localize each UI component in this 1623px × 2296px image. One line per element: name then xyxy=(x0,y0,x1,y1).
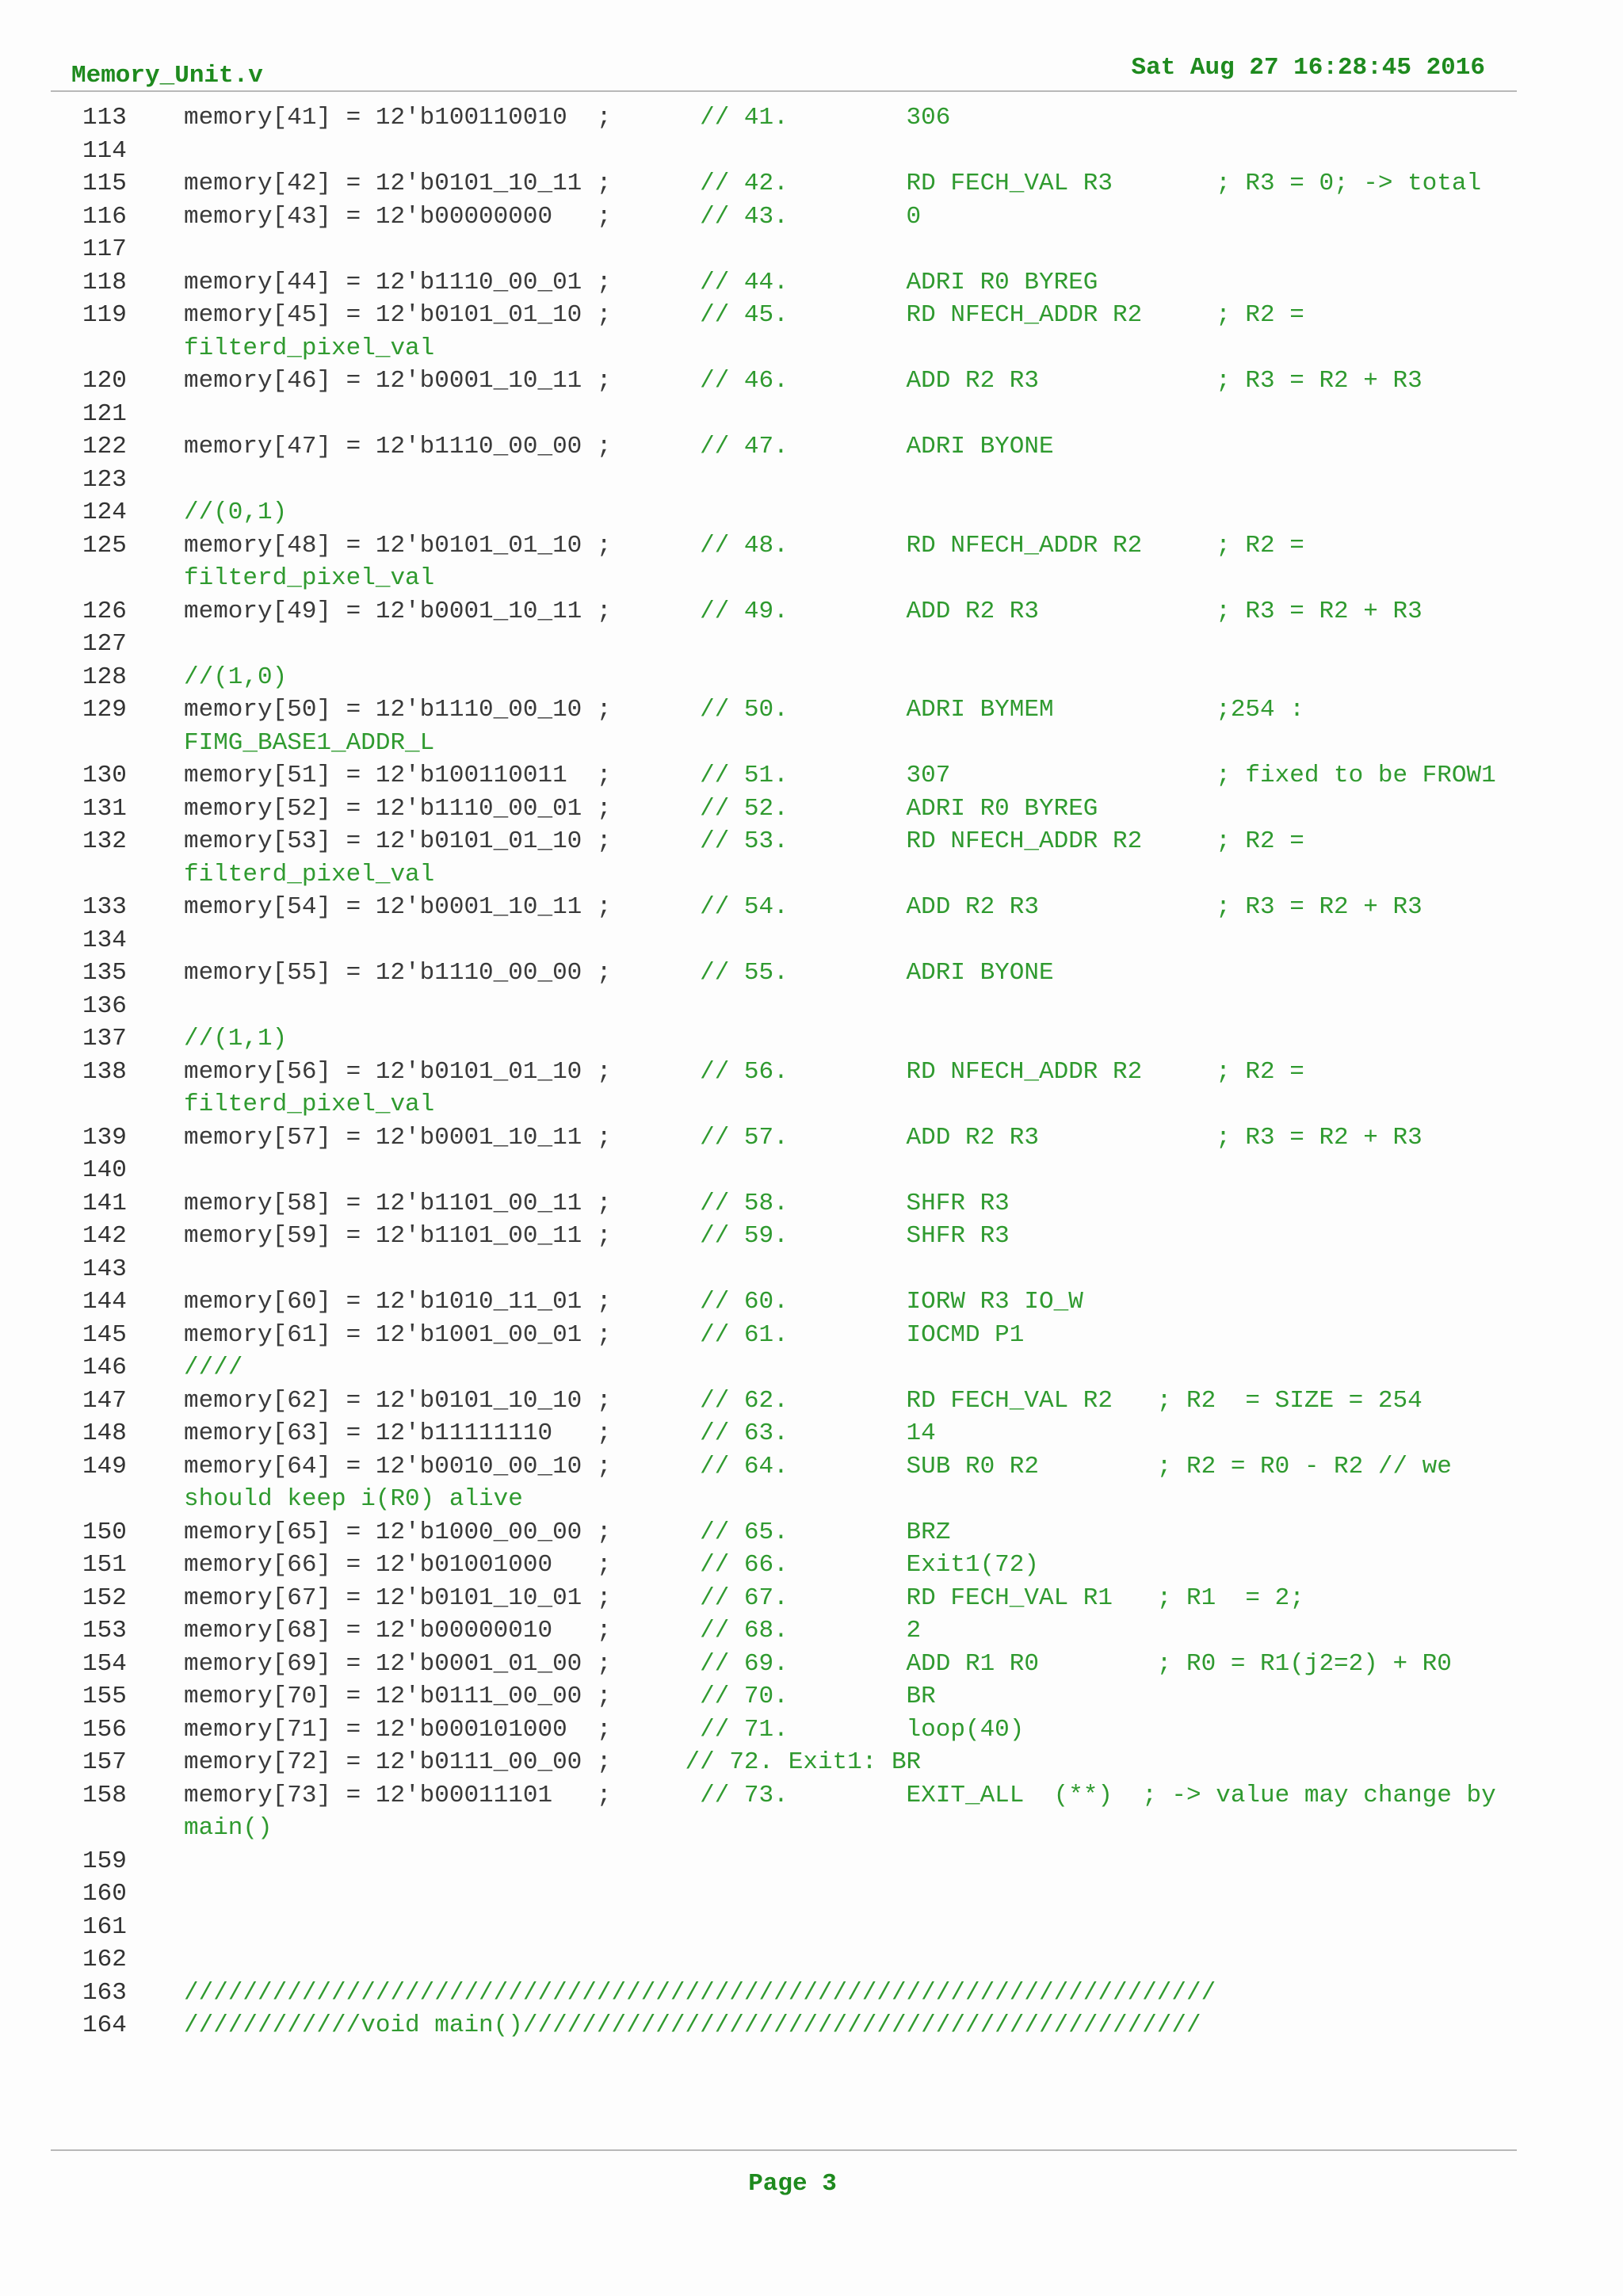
line-number: 152 xyxy=(82,1584,127,1612)
footer-divider xyxy=(51,2149,1517,2151)
line-number: 135 xyxy=(82,959,127,987)
line-number: 147 xyxy=(82,1386,127,1415)
line-text xyxy=(184,2009,1555,2042)
code-comment: //(0,1) xyxy=(184,499,288,526)
code-line xyxy=(51,398,1556,431)
line-number: 145 xyxy=(82,1320,127,1349)
code-statement: memory[49] = 12'b0001_10_11 ; xyxy=(184,597,612,625)
line-number: 159 xyxy=(82,1847,127,1875)
line-text xyxy=(184,266,1555,300)
line-number: 161 xyxy=(82,1912,127,1941)
code-statement: memory[63] = 12'b11111110 ; xyxy=(184,1419,612,1447)
code-line xyxy=(51,529,1556,595)
code-comment: // 48. RD NFECH_ADDR R2 ; R2 = filterd_pixel_val xyxy=(184,531,1319,592)
line-text xyxy=(184,661,1555,694)
header-divider xyxy=(51,90,1517,92)
line-number: 120 xyxy=(82,367,127,395)
code-statement: memory[65] = 12'b1000_00_00 ; xyxy=(184,1518,612,1546)
line-number: 140 xyxy=(82,1156,127,1184)
code-line xyxy=(51,1286,1556,1319)
code-statement: memory[70] = 12'b0111_00_00 ; xyxy=(184,1683,612,1710)
line-number: 138 xyxy=(82,1057,127,1086)
line-number: 123 xyxy=(82,465,127,494)
line-text xyxy=(184,299,1555,365)
code-comment: // 67. RD FECH_VAL R1 ; R1 = 2; xyxy=(611,1584,1304,1612)
code-line xyxy=(51,1022,1556,1056)
line-number: 141 xyxy=(82,1189,127,1217)
code-line xyxy=(51,1977,1556,2010)
line-number: 119 xyxy=(82,301,127,329)
code-line xyxy=(51,924,1556,957)
line-number: 151 xyxy=(82,1551,127,1579)
code-line xyxy=(51,1121,1556,1155)
page-header xyxy=(51,49,1517,94)
page-number: Page 3 xyxy=(748,2170,837,2198)
code-line xyxy=(51,891,1556,924)
code-line xyxy=(51,1154,1556,1187)
code-statement: memory[44] = 12'b1110_00_01 ; xyxy=(184,268,612,296)
line-number: 137 xyxy=(82,1025,127,1052)
line-text xyxy=(184,365,1555,398)
line-number: 121 xyxy=(82,399,127,428)
code-comment: // 61. IOCMD P1 xyxy=(611,1320,1025,1349)
line-number: 163 xyxy=(82,1978,127,2007)
code-line xyxy=(51,693,1556,759)
code-statement: memory[56] = 12'b0101_01_10 ; xyxy=(184,1057,612,1086)
code-statement: memory[62] = 12'b0101_10_10 ; xyxy=(184,1386,612,1415)
code-line xyxy=(51,1417,1556,1450)
code-comment: // 49. ADD R2 R3 ; R3 = R2 + R3 xyxy=(611,597,1423,625)
line-number: 124 xyxy=(82,499,127,526)
code-comment: // 50. ADRI BYMEM ;254 : FIMG_BASE1_ADDR_L xyxy=(184,696,1319,757)
code-statement: memory[60] = 12'b1010_11_01 ; xyxy=(184,1288,612,1316)
line-text xyxy=(184,1746,1555,1779)
code-line xyxy=(51,1680,1556,1713)
code-statement: memory[41] = 12'b100110010 ; xyxy=(184,104,612,132)
code-statement: memory[52] = 12'b1110_00_01 ; xyxy=(184,794,612,823)
code-line xyxy=(51,793,1556,826)
code-statement: memory[48] = 12'b0101_01_10 ; xyxy=(184,531,612,560)
code-comment: // 41. 306 xyxy=(611,104,951,132)
code-comment: // 42. RD FECH_VAL R3 ; R3 = 0; -> total xyxy=(611,170,1482,197)
line-number: 155 xyxy=(82,1683,127,1710)
code-comment: // 54. ADD R2 R3 ; R3 = R2 + R3 xyxy=(611,893,1423,921)
code-statement: memory[68] = 12'b00000010 ; xyxy=(184,1617,612,1645)
line-number: 143 xyxy=(82,1255,127,1283)
line-number: 149 xyxy=(82,1452,127,1480)
line-number: 127 xyxy=(82,630,127,658)
code-comment: //(1,0) xyxy=(184,663,288,691)
code-statement: memory[50] = 12'b1110_00_10 ; xyxy=(184,696,612,724)
code-comment: ////////////void main()////////////////////////////////////////////// xyxy=(184,2011,1201,2039)
code-line xyxy=(51,1516,1556,1549)
line-text xyxy=(184,1582,1555,1615)
code-comment: // 64. SUB R0 R2 ; R2 = R0 - R2 // we should keep i(R0) alive xyxy=(184,1452,1467,1513)
line-text xyxy=(184,891,1555,924)
line-number: 156 xyxy=(82,1715,127,1744)
code-line xyxy=(51,464,1556,497)
code-line xyxy=(51,1746,1556,1779)
code-comment: // 73. EXIT_ALL (**) ; -> value may change by main() xyxy=(184,1781,1511,1842)
code-statement: memory[73] = 12'b00011101 ; xyxy=(184,1781,612,1809)
code-line xyxy=(51,233,1556,266)
line-text xyxy=(184,1614,1555,1648)
code-statement: memory[45] = 12'b0101_01_10 ; xyxy=(184,301,612,329)
code-comment: // 47. ADRI BYONE xyxy=(611,433,1054,460)
line-number: 128 xyxy=(82,663,127,691)
line-text xyxy=(184,793,1555,826)
print-date: Sat Aug 27 16:28:45 2016 xyxy=(1131,54,1485,82)
line-number: 148 xyxy=(82,1419,127,1447)
line-text xyxy=(184,101,1555,135)
line-text xyxy=(184,1220,1555,1253)
code-comment: // 60. IORW R3 IO_W xyxy=(611,1288,1083,1316)
line-text xyxy=(184,201,1555,234)
line-text xyxy=(184,1648,1555,1681)
code-line xyxy=(51,1385,1556,1418)
code-comment: // 56. RD NFECH_ADDR R2 ; R2 = filterd_pixel_val xyxy=(184,1057,1319,1118)
line-number: 158 xyxy=(82,1781,127,1809)
code-comment: // 55. ADRI BYONE xyxy=(611,959,1054,987)
code-statement: memory[66] = 12'b01001000 ; xyxy=(184,1551,612,1579)
code-line xyxy=(51,661,1556,694)
line-text xyxy=(184,1319,1555,1352)
code-comment: // 46. ADD R2 R3 ; R3 = R2 + R3 xyxy=(611,367,1423,395)
line-number: 114 xyxy=(82,136,127,165)
code-statement: memory[64] = 12'b0010_00_10 ; xyxy=(184,1452,612,1480)
line-text xyxy=(184,1417,1555,1450)
code-line xyxy=(51,1713,1556,1747)
code-statement: memory[47] = 12'b1110_00_00 ; xyxy=(184,433,612,460)
line-text xyxy=(184,1121,1555,1155)
code-statement: memory[61] = 12'b1001_00_01 ; xyxy=(184,1320,612,1349)
code-line xyxy=(51,1056,1556,1121)
code-line xyxy=(51,957,1556,990)
line-number: 142 xyxy=(82,1222,127,1250)
code-comment: // 62. RD FECH_VAL R2 ; R2 = SIZE = 254 xyxy=(611,1386,1423,1415)
code-line xyxy=(51,1351,1556,1385)
code-statement: memory[53] = 12'b0101_01_10 ; xyxy=(184,827,612,855)
line-number: 116 xyxy=(82,202,127,231)
line-number: 122 xyxy=(82,433,127,460)
code-comment: // 72. Exit1: BR xyxy=(611,1748,922,1776)
code-comment: //(1,1) xyxy=(184,1025,288,1052)
line-text xyxy=(184,1351,1555,1385)
code-comment: // 70. BR xyxy=(611,1683,936,1710)
code-line xyxy=(51,1911,1556,1944)
code-line xyxy=(51,628,1556,661)
line-text xyxy=(184,1680,1555,1713)
code-comment: // 71. loop(40) xyxy=(611,1715,1025,1744)
line-text xyxy=(184,1779,1555,1845)
line-text xyxy=(184,1187,1555,1221)
code-line xyxy=(51,2009,1556,2042)
line-text xyxy=(184,1022,1555,1056)
code-statement: memory[43] = 12'b00000000 ; xyxy=(184,202,612,231)
code-statement: memory[59] = 12'b1101_00_11 ; xyxy=(184,1222,612,1250)
line-text xyxy=(184,759,1555,793)
code-statement: memory[57] = 12'b0001_10_11 ; xyxy=(184,1123,612,1152)
line-number: 157 xyxy=(82,1748,127,1776)
line-number: 131 xyxy=(82,794,127,823)
code-comment: // 52. ADRI R0 BYREG xyxy=(611,794,1098,823)
line-number: 153 xyxy=(82,1617,127,1645)
code-line xyxy=(51,1187,1556,1221)
code-comment: //// xyxy=(184,1354,243,1381)
code-line xyxy=(51,1220,1556,1253)
line-text xyxy=(184,430,1555,464)
code-comment: // 43. 0 xyxy=(611,202,922,231)
code-listing xyxy=(51,101,1556,2042)
line-text xyxy=(184,496,1555,529)
line-text xyxy=(184,693,1555,759)
line-number: 125 xyxy=(82,531,127,560)
line-text xyxy=(184,1713,1555,1747)
line-text xyxy=(184,595,1555,628)
code-comment: // 63. 14 xyxy=(611,1419,936,1447)
code-line xyxy=(51,1648,1556,1681)
line-number: 162 xyxy=(82,1946,127,1973)
code-statement: memory[42] = 12'b0101_10_11 ; xyxy=(184,170,612,197)
line-text xyxy=(184,167,1555,201)
code-statement: memory[69] = 12'b0001_01_00 ; xyxy=(184,1649,612,1678)
code-line xyxy=(51,990,1556,1023)
code-comment: // 58. SHFR R3 xyxy=(611,1189,1010,1217)
line-text xyxy=(184,1450,1555,1516)
code-line xyxy=(51,825,1556,891)
code-statement: memory[55] = 12'b1110_00_00 ; xyxy=(184,959,612,987)
code-line xyxy=(51,1779,1556,1845)
code-line xyxy=(51,365,1556,398)
line-number: 113 xyxy=(82,104,127,132)
line-number: 146 xyxy=(82,1354,127,1381)
code-line xyxy=(51,1943,1556,1977)
line-number: 136 xyxy=(82,991,127,1020)
code-line xyxy=(51,1253,1556,1286)
line-text xyxy=(184,1549,1555,1582)
line-text xyxy=(184,1056,1555,1121)
line-number: 150 xyxy=(82,1518,127,1546)
code-line xyxy=(51,595,1556,628)
code-line xyxy=(51,1878,1556,1911)
code-line xyxy=(51,1582,1556,1615)
line-text xyxy=(184,825,1555,891)
line-number: 160 xyxy=(82,1880,127,1908)
line-number: 154 xyxy=(82,1649,127,1678)
line-number: 164 xyxy=(82,2011,127,2039)
line-number: 144 xyxy=(82,1288,127,1316)
code-line xyxy=(51,135,1556,168)
code-line xyxy=(51,759,1556,793)
line-text xyxy=(184,1977,1555,2010)
line-text xyxy=(184,529,1555,595)
line-text xyxy=(184,1516,1555,1549)
code-comment: // 44. ADRI R0 BYREG xyxy=(611,268,1098,296)
line-number: 129 xyxy=(82,696,127,724)
code-statement: memory[58] = 12'b1101_00_11 ; xyxy=(184,1189,612,1217)
line-number: 117 xyxy=(82,235,127,263)
code-line xyxy=(51,1450,1556,1516)
code-line xyxy=(51,496,1556,529)
line-number: 134 xyxy=(82,926,127,954)
code-comment: // 57. ADD R2 R3 ; R3 = R2 + R3 xyxy=(611,1123,1423,1152)
code-line xyxy=(51,1549,1556,1582)
line-text xyxy=(184,957,1555,990)
code-line xyxy=(51,1614,1556,1648)
code-comment: // 69. ADD R1 R0 ; R0 = R1(j2=2) + R0 xyxy=(611,1649,1452,1678)
code-line xyxy=(51,299,1556,365)
line-number: 115 xyxy=(82,170,127,197)
line-number: 118 xyxy=(82,268,127,296)
line-text xyxy=(184,1385,1555,1418)
code-statement: memory[67] = 12'b0101_10_01 ; xyxy=(184,1584,612,1612)
code-comment: // 53. RD NFECH_ADDR R2 ; R2 = filterd_pixel_val xyxy=(184,827,1319,888)
file-name: Memory_Unit.v xyxy=(71,62,263,90)
code-comment: ////////////////////////////////////////////////////////////////////// xyxy=(184,1978,1216,2007)
code-line xyxy=(51,1319,1556,1352)
code-comment: // 59. SHFR R3 xyxy=(611,1222,1010,1250)
line-text xyxy=(184,1286,1555,1319)
code-statement: memory[46] = 12'b0001_10_11 ; xyxy=(184,367,612,395)
code-line xyxy=(51,201,1556,234)
line-number: 139 xyxy=(82,1123,127,1152)
code-line xyxy=(51,167,1556,201)
code-statement: memory[54] = 12'b0001_10_11 ; xyxy=(184,893,612,921)
code-comment: // 45. RD NFECH_ADDR R2 ; R2 = filterd_pixel_val xyxy=(184,301,1319,362)
code-line xyxy=(51,430,1556,464)
code-line xyxy=(51,266,1556,300)
code-comment: // 65. BRZ xyxy=(611,1518,951,1546)
code-line xyxy=(51,101,1556,135)
code-comment: // 68. 2 xyxy=(611,1617,922,1645)
code-comment: // 66. Exit1(72) xyxy=(611,1551,1039,1579)
line-number: 133 xyxy=(82,893,127,921)
line-number: 126 xyxy=(82,597,127,625)
code-statement: memory[71] = 12'b000101000 ; xyxy=(184,1715,612,1744)
code-line xyxy=(51,1845,1556,1878)
line-number: 130 xyxy=(82,762,127,789)
line-number: 132 xyxy=(82,827,127,855)
code-comment: // 51. 307 ; fixed to be FROW1 xyxy=(611,762,1496,789)
code-statement: memory[72] = 12'b0111_00_00 ; xyxy=(184,1748,612,1776)
code-statement: memory[51] = 12'b100110011 ; xyxy=(184,762,612,789)
